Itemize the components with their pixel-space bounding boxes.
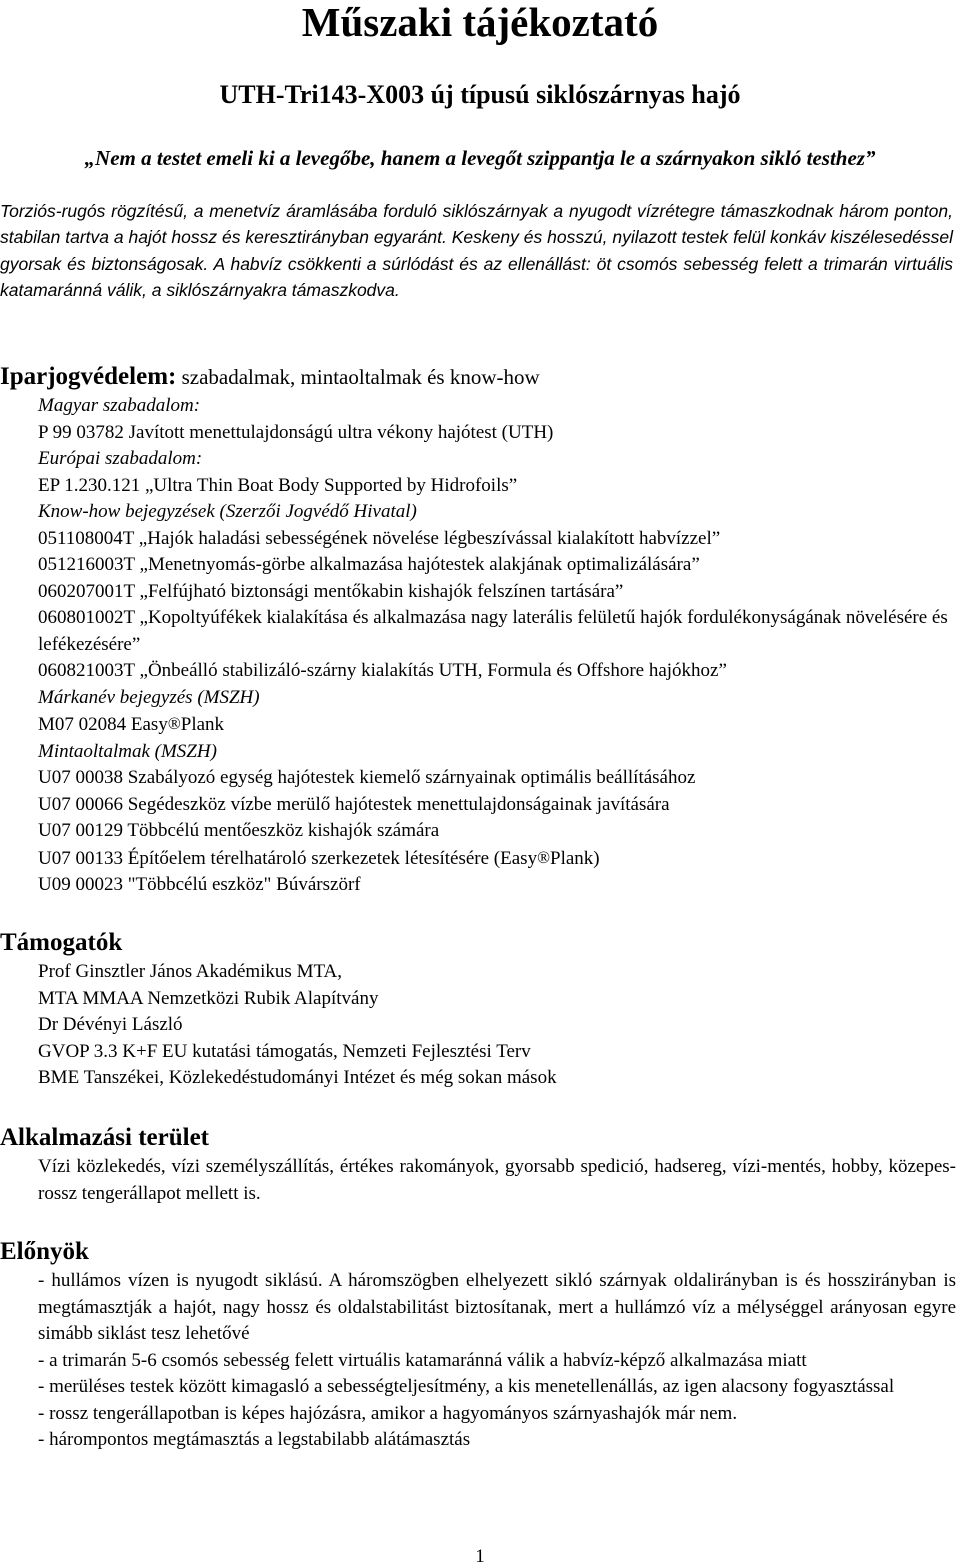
page-number: 1 <box>475 1546 485 1567</box>
registered-mark: ® <box>167 714 181 733</box>
advantages-heading: Előnyök <box>0 1238 89 1265</box>
list-item: U07 00038 Szabályozó egység hajótestek kiemelő szárnyainak optimális beállításához <box>38 767 696 788</box>
ip-heading-rest: szabadalmak, mintaoltalmak és know-how <box>176 365 540 389</box>
application-text: Vízi közlekedés, vízi személyszállítás, értékes rakományok, gyorsabb spedició, hadsereg, vízi-mentés, hobby, közepes-rossz tengerállapot mellett is. <box>38 1156 956 1204</box>
intro-paragraph: Torziós-rugós rögzítésű, a menetvíz áramlásába forduló siklószárnyak a nyugodt vízrétegre támaszkodnak három ponton, stabilan tartva a hajót hossz és keresztirányban egyaránt. Keskeny és hosszú, nyilazott testek felül konkáv kiszélesedéssel gyorsak és biztonságosak. A habvíz csökkenti a súrlódást és az ellenállást: öt csomós sebesség felett a trimarán virtuális katamaránná válik, a siklószárnyakra támaszkodva. <box>0 201 953 300</box>
application-heading: Alkalmazási terület <box>0 1124 209 1151</box>
advantages-list <box>38 1268 956 1454</box>
motto: „Nem a testet emeli ki a levegőbe, hanem a levegőt szippantja le a szárnyakon sikló testhez” <box>84 146 876 170</box>
trademark-text-a: M07 02084 Easy <box>38 714 168 735</box>
list-item: P 99 03782 Javított menettulajdonságú ultra vékony hajótest (UTH) <box>38 421 554 443</box>
ip-list <box>38 393 956 899</box>
list-item: 060207001T „Felfújható biztonsági mentőkabin kishajók felszínen tartására” <box>38 580 624 602</box>
list-item: EP 1.230.121 „Ultra Thin Boat Body Supported by Hidrofoils” <box>38 474 518 496</box>
supporters-list <box>38 959 956 1092</box>
list-item: GVOP 3.3 K+F EU kutatási támogatás, Nemzeti Fejlesztési Terv <box>38 1040 531 1062</box>
list-item: U09 00023 "Többcélú eszköz" Búvárszörf <box>38 874 361 895</box>
supporters-heading: Támogatók <box>0 929 123 956</box>
list-item: Márkanév bejegyzés (MSZH) <box>38 686 260 708</box>
list-item: Dr Dévényi László <box>38 1014 183 1035</box>
list-item: Európai szabadalom: <box>38 448 203 469</box>
registered-mark: ® <box>537 847 550 867</box>
list-item: - hullámos vízen is nyugodt siklású. A háromszögben elhelyezett sikló szárnyak oldalirányban is és hosszirányban is megtámasztják a hajót, nagy hossz és oldalstabilitást biztosítanak, mert a hullámzó víz a mélységgel arányosan egyre simább siklást tesz lehetővé <box>38 1270 956 1344</box>
list-item: MTA MMAA Nemzetközi Rubik Alapítvány <box>38 987 379 1009</box>
list-item: 060821003T „Önbeálló stabilizáló-szárny kialakítás UTH, Formula és Offshore hajókhoz” <box>38 660 727 681</box>
list-item: BME Tanszékei, Közlekedéstudományi Intézet és még sokan mások <box>38 1067 557 1088</box>
list-item: Prof Ginsztler János Akadémikus MTA, <box>38 961 343 982</box>
list-item: 051216003T „Menetnyomás-görbe alkalmazása hajótestek alakjának optimalizálására” <box>38 554 700 575</box>
list-item: 051108004T „Hajók haladási sebességének növelése légbeszívással kialakított habvízzel” <box>38 527 721 549</box>
list-item: - hárompontos megtámasztás a legstabilabb alátámasztás <box>38 1429 471 1450</box>
document-subtitle: UTH-Tri143-X003 új típusú siklószárnyas hajó <box>219 80 741 109</box>
list-item: Magyar szabadalom: <box>38 395 201 416</box>
list-item: - rossz tengerállapotban is képes hajózásra, amikor a hagyományos szárnyashajók már nem. <box>38 1402 738 1424</box>
ip-heading-label: Iparjogvédelem: <box>0 363 177 390</box>
list-item <box>38 711 956 739</box>
design-text-a: U07 00133 Építőelem térelhatároló szerkezetek létesítésére (Easy <box>38 847 538 869</box>
list-item: U07 00129 Többcélú mentőeszköz kishajók számára <box>38 820 440 841</box>
design-text-b: Plank) <box>550 847 600 869</box>
list-item: Know-how bejegyzések (Szerzői Jogvédő Hivatal) <box>38 501 417 522</box>
list-item: - merüléses testek között kimagasló a sebességteljesítmény, a kis menetellenállás, az igen alacsony fogyasztással <box>38 1376 895 1397</box>
list-item: - a trimarán 5-6 csomós sebesség felett virtuális katamaránná válik a habvíz-képző alkalmazása miatt <box>38 1349 807 1371</box>
document-title: Műszaki tájékoztató <box>301 0 659 45</box>
list-item: 060801002T „Kopoltyúfékek kialakítása és alkalmazása nagy laterális felületű hajók fordulékonyságának növelésére és lefékezésére” <box>38 607 948 655</box>
list-item <box>38 845 956 873</box>
list-item: U07 00066 Segédeszköz vízbe merülő hajótestek menettulajdonságainak javítására <box>38 793 670 815</box>
trademark-text-b: Plank <box>180 714 225 735</box>
list-item: Mintaoltalmak (MSZH) <box>38 740 217 762</box>
ip-heading <box>0 362 540 392</box>
